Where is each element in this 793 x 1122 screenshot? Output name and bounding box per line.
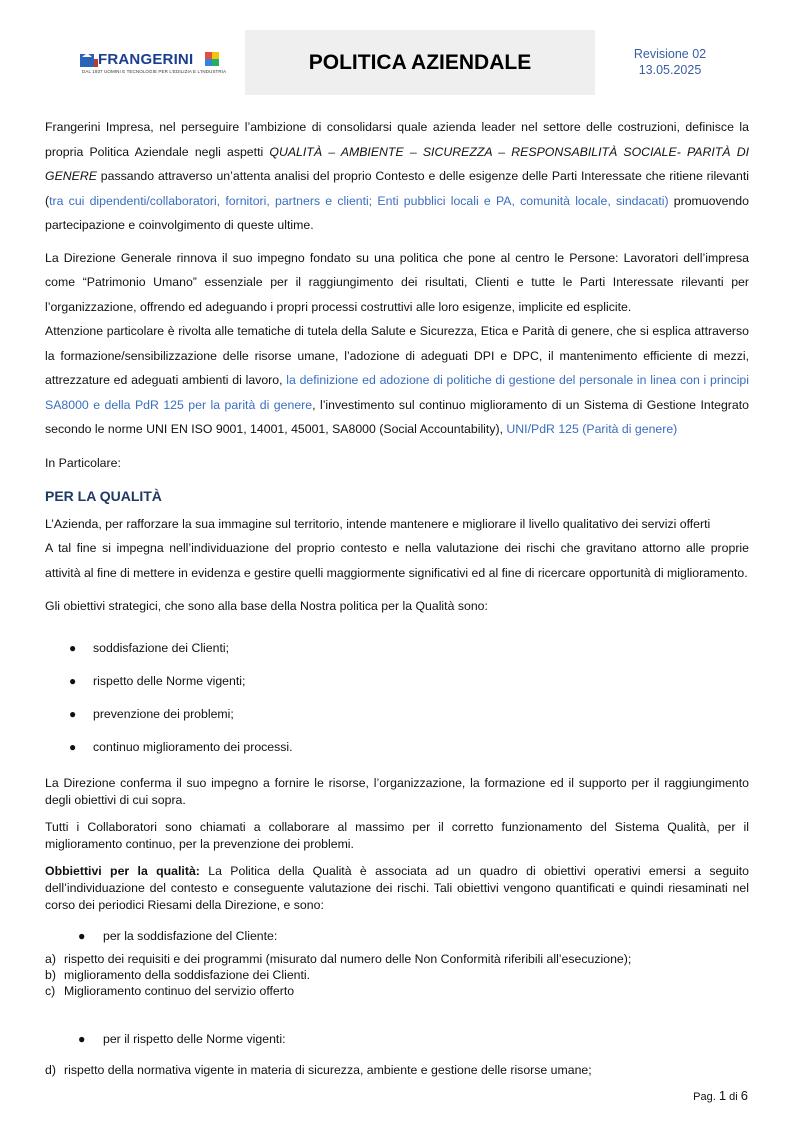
logo-flag-icon: [205, 52, 219, 66]
bullet-icon: ●: [78, 1032, 86, 1046]
bullet-icon: ●: [69, 739, 77, 754]
attention-text-b: , l’investimento sul continuo miglioramento di un Sistema di Gestione Integrato secondo le norme UNI EN ISO 9001, 14001, 45001, SA8000 (Social Accountability),: [45, 397, 750, 436]
strategic-objectives-list: [45, 631, 749, 763]
sub-list-item-text: per la soddisfazione del Cliente:: [103, 929, 278, 943]
item-text: miglioramento della soddisfazione dei Clienti.: [64, 968, 311, 982]
bullet-icon: ●: [69, 706, 77, 721]
item-letter: a): [45, 952, 56, 966]
attention-paragraph: [45, 319, 749, 442]
list-item-text: rispetto delle Norme vigenti;: [93, 673, 246, 688]
intro-text-b: passando attraverso un’attenta analisi del proprio Contesto e delle esigenze delle Parti Interessate che ritiene rilevanti (: [45, 169, 749, 208]
section-heading-quality: PER LA QUALITÀ: [45, 487, 162, 504]
lettered-item: [45, 967, 749, 983]
lettered-list: [45, 1062, 749, 1078]
quality-intro-line2: A tal fine si impegna nell’individuazione del proprio contesto e nella valutazione dei rischi che gravitano attorno alle proprie attività al fine di mettere in evidenza e gestire quelli maggiormente significativi ed al fine di ricercare opportunità di miglioramento.: [45, 541, 749, 580]
logo-wordmark: FRANGERINI: [98, 51, 194, 68]
total-pages: 6: [740, 1088, 748, 1103]
lettered-item: [45, 951, 749, 967]
collaborators-paragraph: Tutti i Collaboratori sono chiamati a collaborare al massimo per il corretto funzionamento del Sistema Qualità, per il miglioramento continuo, per la prevenzione dei problemi.: [45, 820, 749, 851]
intro-text-italic: QUALITÀ – AMBIENTE – SICUREZZA – RESPONSABILITÀ SOCIALE- PARITÀ DI GENERE: [45, 144, 749, 183]
intro-text-blue: tra cui dipendenti/collaboratori, fornitori, partners e clienti; Enti pubblici locali e PA, comunità locale, sindacati): [49, 193, 669, 208]
list-item: [45, 730, 749, 763]
sub-list-item-text: per il rispetto delle Norme vigenti:: [103, 1032, 286, 1046]
page-of-label: di: [729, 1091, 738, 1103]
item-letter: c): [45, 984, 56, 998]
list-item: [45, 664, 749, 697]
intro-text-a: Frangerini Impresa, nel perseguire l’ambizione di consolidarsi quale azienda leader nel settore delle costruzioni, definisce la propria Politica Aziendale negli aspetti: [45, 120, 749, 159]
quality-objectives-paragraph: [45, 863, 749, 914]
in-particolare-label: In Particolare:: [45, 455, 121, 470]
list-item-text: continuo miglioramento dei processi.: [93, 739, 293, 754]
logo-mark-icon: [80, 51, 98, 69]
list-item-text: soddisfazione dei Clienti;: [93, 640, 230, 655]
item-text: rispetto della normativa vigente in materia di sicurezza, ambiente e gestione delle risorse umane;: [64, 1063, 592, 1077]
intro-text-c: promuovendo partecipazione e coinvolgimento di queste ultime.: [45, 193, 749, 232]
company-logo: [80, 50, 227, 76]
commitment-paragraph: La Direzione conferma il suo impegno a fornire le risorse, l’organizzazione, la formazione ed il supporto per il raggiungimento degli obiettivi di cui sopra.: [45, 776, 749, 807]
attention-text-blue: la definizione ed adozione di politiche di gestione del personale in linea con i principi SA8000 e della PdR 125 per la parità di genere: [45, 373, 749, 412]
revision-label: Revisione 02: [633, 47, 707, 61]
page-title: POLITICA AZIENDALE: [308, 50, 532, 74]
current-page: 1: [718, 1088, 727, 1103]
list-item: [45, 631, 749, 664]
item-letter: d): [45, 1063, 56, 1077]
bullet-icon: ●: [69, 640, 77, 655]
logo-tagline: DAL 1937 UOMINI E TECNOLOGIE PER L'EDILIZIA E L'INDUSTRIA: [82, 69, 227, 74]
lettered-item: [45, 1062, 749, 1078]
lettered-list: [45, 951, 749, 999]
bullet-icon: ●: [69, 673, 77, 688]
attention-text-blue2: UNI/PdR 125 (Parità di genere): [506, 422, 678, 436]
item-text: Miglioramento continuo del servizio offerto: [64, 984, 295, 998]
sub-list-item: [45, 928, 749, 945]
page-number: [693, 1088, 748, 1103]
sub-list-item: [45, 1031, 749, 1048]
quality-objectives-text: La Politica della Qualità è associata ad un quadro di obiettivi operativi emersi a seguito dell’individuazione del contesto e conseguente valutazione dei rischi. Tali obiettivi vengono quantificati e quindi riesaminati nel corso dei periodici Riesami della Direzione, e sono:: [45, 864, 750, 912]
document-body: [45, 115, 749, 1078]
bullet-icon: ●: [78, 929, 86, 943]
title-box: [245, 30, 595, 95]
quality-intro-paragraph: [45, 512, 749, 586]
intro-paragraph: [45, 115, 749, 238]
revision-info: [610, 46, 730, 78]
direction-paragraph: La Direzione Generale rinnova il suo impegno fondato su una politica che pone al centro le Persone: Lavoratori dell’impresa come “Patrimonio Umano” essenziale per il raggiungimento dei risultati, Clienti e tutte le Parti Interessate rilevanti per l’organizzazione, offrendo ed adeguando i propri processi costruttivi alle loro esigenze, implicite ed esplicite.: [45, 250, 749, 314]
quality-intro-line1: L’Azienda, per rafforzare la sua immagine sul territorio, intende mantenere e migliorare il livello qualitativo dei servizi offerti: [45, 516, 711, 531]
attention-text-a: Attenzione particolare è rivolta alle tematiche di tutela della Salute e Sicurezza, Etica e Parità di genere, che si esplica attraverso la formazione/sensibilizzazione delle risorse umane, l’adozione di adeguati DPI e DPC, il mantenimento efficiente di mezzi, attrezzature ed adeguati ambienti di lavoro,: [45, 324, 749, 387]
lettered-item: [45, 983, 749, 999]
list-item: [45, 697, 749, 730]
quality-objectives-label: Obbiettivi per la qualità:: [45, 864, 200, 878]
document-header: [0, 30, 793, 96]
page-label: Pag.: [693, 1091, 716, 1103]
strategic-objectives-intro: Gli obiettivi strategici, che sono alla base della Nostra politica per la Qualità sono:: [45, 599, 488, 613]
list-item-text: prevenzione dei problemi;: [93, 706, 234, 721]
item-text: rispetto dei requisiti e dei programmi (misurato dal numero delle Non Conformità riferibili all’esecuzione);: [64, 952, 632, 966]
revision-date: 13.05.2025: [638, 63, 702, 77]
item-letter: b): [45, 968, 56, 982]
